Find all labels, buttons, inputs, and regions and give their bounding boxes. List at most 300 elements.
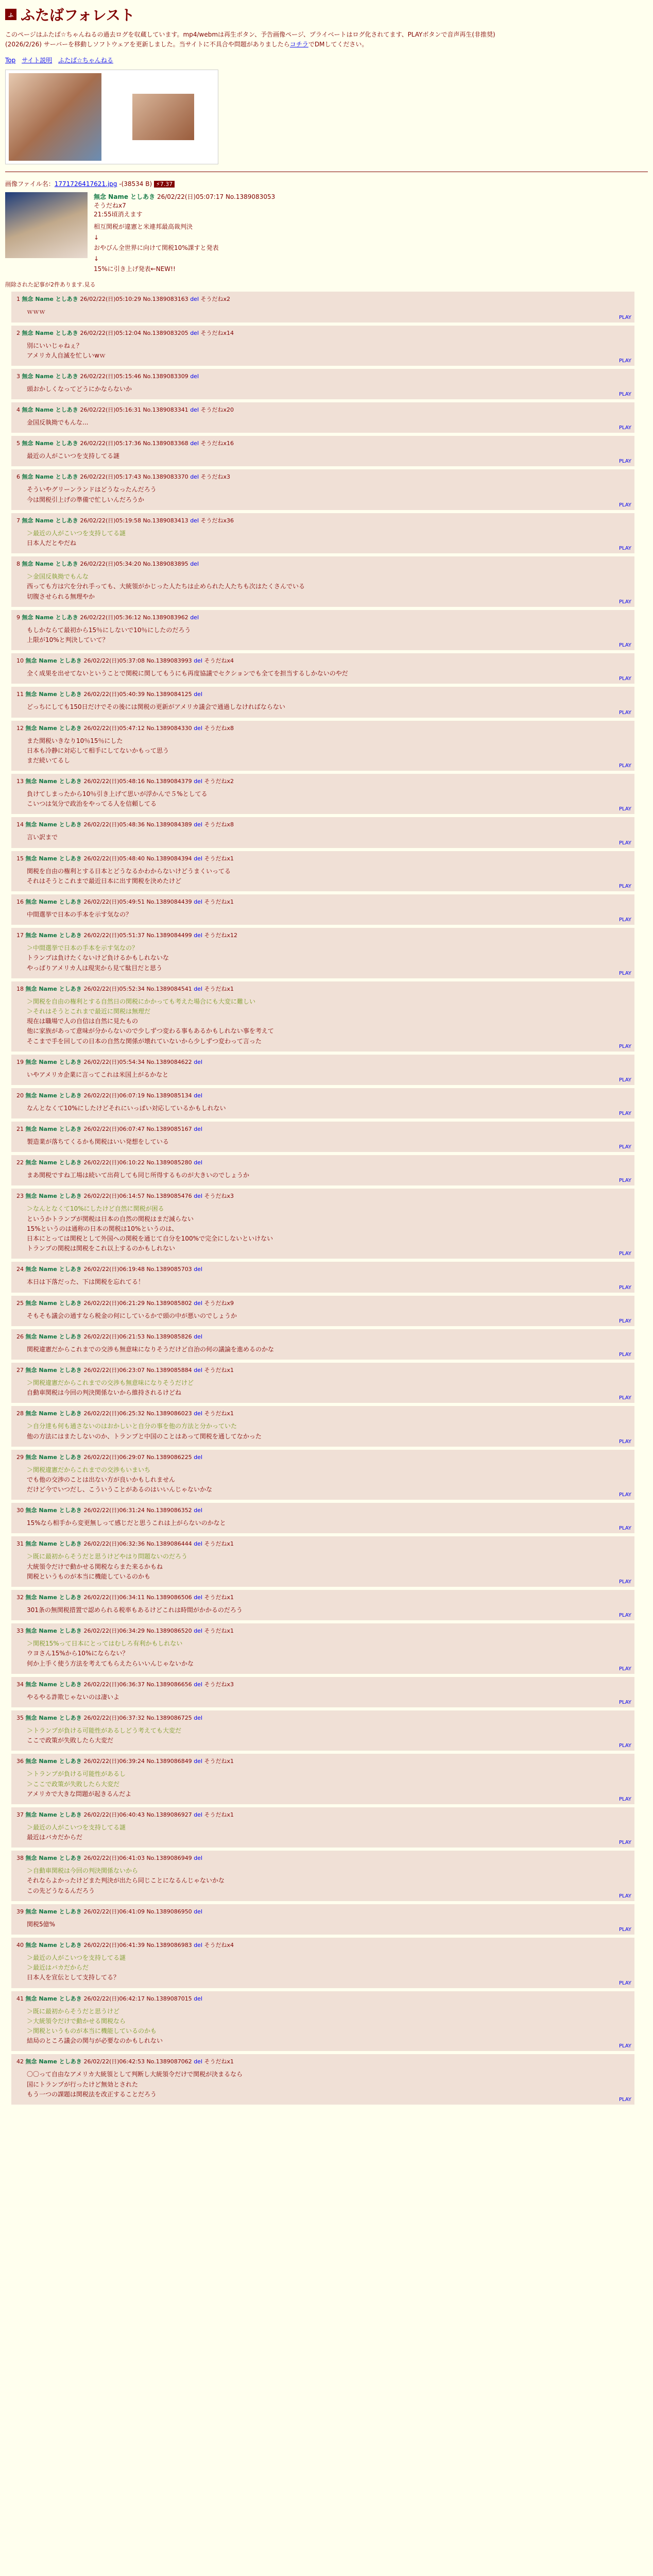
reply-no[interactable]: No.1389086849 (146, 1758, 194, 1765)
reply-no[interactable]: No.1389086023 (146, 1410, 194, 1417)
reply-no[interactable]: No.1389085280 (146, 1159, 194, 1166)
reply-body (27, 1137, 629, 1147)
reply-del[interactable]: del (190, 406, 201, 414)
reply-no[interactable]: No.1389083205 (143, 329, 191, 336)
reply-no[interactable]: No.1389084330 (146, 724, 194, 732)
play-button[interactable]: PLAY (618, 1526, 631, 1532)
reply-no[interactable]: No.1389084379 (146, 778, 194, 785)
reply-number: 11 (16, 691, 26, 698)
op-post (5, 179, 648, 274)
reply-list (5, 292, 648, 2105)
reply-post (11, 1904, 634, 1935)
reply-date: 26/02/22(日)05:47:12 (83, 724, 147, 732)
reply-name: 無念 Name としあき (22, 372, 80, 380)
reply-header (16, 1453, 629, 1461)
reply-date: 26/02/22(日)05:48:36 (83, 821, 147, 828)
reply-number: 41 (16, 1995, 26, 2002)
reply-no[interactable]: No.1389087062 (146, 2058, 194, 2065)
intro-text (5, 30, 648, 49)
reply-date: 26/02/22(日)06:07:47 (83, 1126, 147, 1133)
reply-date: 26/02/22(日)05:40:39 (83, 691, 147, 698)
reply-post (11, 1754, 634, 1804)
reply-name: 無念 Name としあき (22, 406, 80, 414)
site-logo-icon[interactable]: ふ (5, 9, 16, 20)
reply-post (11, 1363, 634, 1403)
reply-post (11, 774, 634, 814)
reply-sodane[interactable]: そうだねx12 (204, 932, 238, 939)
reply-no[interactable]: No.1389083993 (146, 657, 194, 665)
reply-sodane[interactable]: そうだねx2 (200, 296, 231, 303)
reply-line: 負けてしまったから10％引き上げて思いが浮かんで５%としてる (27, 790, 208, 798)
reply-header (16, 1366, 629, 1374)
reply-del[interactable]: del (194, 2058, 204, 2065)
reply-body (27, 867, 629, 886)
play-button[interactable]: PLAY (618, 1111, 631, 1117)
reply-name: 無念 Name としあき (25, 985, 84, 992)
reply-name: 無念 Name としあき (25, 1159, 84, 1166)
reply-name: 無念 Name としあき (22, 473, 80, 481)
reply-name: 無念 Name としあき (25, 1908, 84, 1915)
reply-del[interactable]: del (194, 724, 204, 732)
reply-body (27, 529, 629, 548)
reply-sodane[interactable]: そうだねx8 (204, 724, 234, 732)
op-file-info: 画像ファイル名：1771726417621.jpg -(38534 B) ⚡7.37 (5, 179, 648, 188)
reply-line: 関税というものが本当に機能しているのかも (27, 1572, 151, 1580)
reply-del[interactable]: del (194, 1507, 202, 1514)
reply-number: 27 (16, 1366, 26, 1374)
reply-sodane[interactable]: そうだねx1 (204, 1594, 234, 1601)
reply-del[interactable]: del (194, 1366, 204, 1374)
reply-post (11, 653, 634, 684)
play-button[interactable]: PLAY (618, 1579, 631, 1585)
nav-futaba-link[interactable]: ふたば☆ちゃんねる (58, 57, 113, 64)
play-button[interactable]: PLAY (618, 709, 631, 716)
reply-no[interactable]: No.1389084541 (146, 985, 194, 992)
op-file-link[interactable]: 1771726417621.jpg (54, 180, 117, 188)
reply-sodane[interactable]: そうだねx1 (204, 1628, 234, 1635)
reply-del[interactable]: del (194, 1453, 202, 1461)
reply-sodane[interactable]: そうだねx1 (204, 985, 234, 992)
reply-del[interactable]: del (194, 1126, 202, 1133)
reply-name: 無念 Name としあき (25, 691, 84, 698)
reply-sodane[interactable]: そうだねx36 (200, 517, 234, 524)
reply-number: 10 (16, 657, 26, 665)
reply-line: 最近はバカだからだ (27, 1834, 83, 1841)
reply-del[interactable]: del (194, 691, 202, 698)
ad-banner[interactable] (5, 70, 218, 164)
play-button[interactable]: PLAY (618, 1840, 631, 1846)
play-button[interactable]: PLAY (618, 358, 631, 364)
reply-number: 12 (16, 724, 26, 732)
reply-del[interactable]: del (194, 1410, 204, 1417)
reply-no[interactable]: No.1389084394 (146, 855, 194, 862)
reply-del[interactable]: del (194, 1942, 204, 1949)
reply-header (16, 516, 629, 524)
reply-no[interactable]: No.1389085802 (146, 1299, 194, 1307)
reply-post (11, 721, 634, 771)
contact-link[interactable]: コチラ (289, 41, 308, 48)
reply-date: 26/02/22(日)06:41:03 (83, 1855, 147, 1862)
play-button[interactable]: PLAY (618, 1438, 631, 1445)
reply-number: 15 (16, 855, 26, 862)
reply-no[interactable]: No.1389086352 (146, 1507, 194, 1514)
play-button[interactable]: PLAY (618, 502, 631, 508)
reply-number: 19 (16, 1058, 26, 1065)
reply-body (27, 384, 629, 394)
reply-no[interactable]: No.1389085476 (146, 1193, 194, 1200)
reply-del[interactable]: del (194, 1758, 204, 1765)
reply-line: 本日は下落だった、下は関税を忘れてる！ (27, 1278, 145, 1286)
reply-body (27, 625, 629, 645)
reply-post (11, 1807, 634, 1848)
reply-no[interactable]: No.1389086506 (146, 1594, 194, 1601)
reply-date: 26/02/22(日)05:51:37 (83, 932, 147, 939)
reply-date: 26/02/22(日)05:49:51 (83, 899, 147, 906)
reply-date: 26/02/22(日)06:34:11 (83, 1594, 147, 1601)
reply-date: 26/02/22(日)06:21:29 (83, 1299, 147, 1307)
reply-del[interactable]: del (190, 517, 201, 524)
reply-number: 4 (16, 406, 22, 414)
reply-sodane[interactable]: そうだねx1 (204, 1410, 234, 1417)
reply-line: もしかならて最初から15％にしないで10％にしたのだろう (27, 626, 191, 634)
play-button[interactable]: PLAY (618, 1284, 631, 1291)
reply-line: もう一つの課題は関税法を改正することだろう (27, 2090, 157, 2098)
reply-date: 26/02/22(日)06:19:48 (83, 1266, 147, 1273)
reply-line: そういやグリーンランドはどうなったんだろう (27, 486, 157, 494)
play-button[interactable]: PLAY (618, 1178, 631, 1184)
reply-no[interactable]: No.1389083341 (143, 406, 191, 414)
banner-image[interactable] (9, 73, 101, 161)
reply-del[interactable]: del (194, 1628, 204, 1635)
reply-del[interactable]: del (194, 778, 204, 785)
reply-header (16, 1409, 629, 1417)
reply-header (16, 1091, 629, 1099)
reply-date: 26/02/22(日)06:29:07 (83, 1453, 147, 1461)
reply-no[interactable]: No.1389086520 (146, 1628, 194, 1635)
reply-date: 26/02/22(日)05:36:12 (80, 614, 143, 621)
reply-del[interactable]: del (194, 1266, 202, 1273)
play-button[interactable]: PLAY (618, 1980, 631, 1986)
reply-sodane[interactable]: そうだねx1 (204, 899, 234, 906)
reply-no[interactable]: No.1389084499 (146, 932, 194, 939)
reply-del[interactable]: del (194, 1193, 204, 1200)
reply-sodane[interactable]: そうだねx4 (204, 1942, 234, 1949)
reply-del[interactable]: del (194, 1540, 204, 1548)
reply-number: 20 (16, 1092, 26, 1099)
reply-name: 無念 Name としあき (22, 329, 80, 336)
reply-line: そこまで手を回しての日本の自然な関係が壊れていないから少しずつ変わって言った (27, 1037, 262, 1045)
reply-line: 関税を自由の権利とする日本とどうなるかわからないけどうまくいってる (27, 867, 231, 875)
play-button[interactable]: PLAY (618, 2096, 631, 2103)
reply-sodane[interactable]: そうだねx4 (204, 657, 234, 665)
reply-del[interactable]: del (194, 1333, 202, 1340)
play-button[interactable]: PLAY (618, 917, 631, 923)
reply-sodane[interactable]: そうだねx1 (204, 1811, 234, 1818)
reply-no[interactable]: No.1389086950 (146, 1908, 194, 1915)
reply-no[interactable]: No.1389083413 (143, 517, 191, 524)
reply-sodane[interactable]: そうだねx1 (204, 1758, 234, 1765)
play-button[interactable]: PLAY (618, 546, 631, 552)
reply-del[interactable]: del (194, 932, 204, 939)
reply-no[interactable]: No.1389085826 (146, 1333, 194, 1340)
reply-line: 自動車関税は今回の判決関係ないから維持されるけどね (27, 1389, 182, 1397)
reply-name: 無念 Name としあき (25, 899, 84, 906)
play-button[interactable]: PLAY (618, 763, 631, 769)
reply-del[interactable]: del (194, 1058, 202, 1065)
reply-line: ＞中間選挙で日本の手本を示す気なの？ (27, 944, 139, 952)
reply-no[interactable]: No.1389083962 (143, 614, 191, 621)
reply-no[interactable]: No.1389085167 (146, 1126, 194, 1133)
play-button[interactable]: PLAY (618, 642, 631, 649)
reply-sodane[interactable]: そうだねx1 (204, 2058, 234, 2065)
reply-sodane[interactable]: そうだねx3 (204, 1681, 234, 1688)
play-button[interactable]: PLAY (618, 1492, 631, 1498)
play-button[interactable]: PLAY (618, 1699, 631, 1705)
play-button[interactable]: PLAY (618, 884, 631, 890)
reply-no[interactable]: No.1389085703 (146, 1266, 194, 1273)
reply-no[interactable]: No.1389083163 (143, 296, 191, 303)
reply-no[interactable]: No.1389083368 (143, 440, 191, 447)
play-button[interactable]: PLAY (618, 1144, 631, 1150)
reply-del[interactable]: del (190, 473, 201, 481)
reply-body (27, 1277, 629, 1287)
reply-no[interactable]: No.1389086725 (146, 1714, 194, 1721)
reply-del[interactable]: del (194, 855, 204, 862)
reply-no[interactable]: No.1389086444 (146, 1540, 194, 1548)
banner-image-small[interactable] (132, 94, 194, 140)
reply-del[interactable]: del (194, 657, 204, 665)
reply-line: ＞最近はバカだからだ (27, 1964, 89, 1972)
reply-no[interactable]: No.1389083895 (143, 561, 191, 568)
reply-no[interactable]: No.1389083370 (143, 473, 191, 481)
reply-line: ＞それはそうとこれまで最近に関税は無理だ (27, 1007, 151, 1015)
nav-top-link[interactable]: Top (5, 57, 16, 64)
reply-del[interactable]: del (194, 1594, 204, 1601)
reply-number: 5 (16, 440, 22, 447)
reply-post (11, 1536, 634, 1587)
nav-about-link[interactable]: サイト説明 (22, 57, 53, 64)
play-button[interactable]: PLAY (618, 676, 631, 682)
play-button[interactable]: PLAY (618, 1395, 631, 1401)
reply-sodane[interactable]: そうだねx8 (204, 821, 234, 828)
reply-no[interactable]: No.1389086983 (146, 1942, 194, 1949)
reply-sodane[interactable]: そうだねx16 (200, 440, 234, 447)
reply-name: 無念 Name としあき (25, 1942, 84, 1949)
reply-del[interactable]: del (194, 1908, 202, 1915)
reply-del[interactable]: del (194, 1855, 202, 1862)
reply-del[interactable]: del (194, 1299, 204, 1307)
reply-body (27, 1104, 629, 1113)
reply-del[interactable]: del (190, 296, 201, 303)
reply-body (27, 2070, 629, 2099)
op-badge: ⚡7.37 (154, 181, 175, 188)
reply-del[interactable]: del (194, 1681, 204, 1688)
reply-line: ＞既に最初からそうだと思うけどやはり問題ないのだろう (27, 1553, 188, 1561)
reply-sodane[interactable]: そうだねx1 (204, 1540, 234, 1548)
reply-line: 西っても方は穴を分れ手っても、大統領がかじった人たちは止められた人たちも次はたくさんでいる (27, 583, 305, 590)
reply-no[interactable]: No.1389086225 (146, 1453, 194, 1461)
play-button[interactable]: PLAY (618, 314, 631, 320)
reply-post (11, 292, 634, 322)
reply-line: 大統領令だけで動かせる関税ならまた来るかもね (27, 1563, 163, 1570)
reply-sodane[interactable]: そうだねx14 (200, 329, 234, 336)
reply-line: 言い訳まで (27, 834, 58, 841)
reply-line: いやアメリカ企業に言ってこれは米国上がるかなと (27, 1071, 169, 1078)
reply-del[interactable]: del (194, 1714, 202, 1721)
reply-name: 無念 Name としあき (25, 1193, 84, 1200)
play-button[interactable]: PLAY (618, 1613, 631, 1619)
reply-del[interactable]: del (190, 440, 201, 447)
reply-no[interactable]: No.1389086927 (146, 1811, 194, 1818)
reply-no[interactable]: No.1389086949 (146, 1855, 194, 1862)
reply-del[interactable]: del (190, 329, 201, 336)
reply-name: 無念 Name としあき (25, 821, 84, 828)
reply-post (11, 326, 634, 366)
play-button[interactable]: PLAY (618, 1927, 631, 1933)
reply-post (11, 1623, 634, 1674)
reply-name: 無念 Name としあき (25, 1058, 84, 1065)
play-button[interactable]: PLAY (618, 970, 631, 976)
reply-number: 8 (16, 561, 22, 568)
reply-body (27, 1639, 629, 1669)
reply-body (27, 485, 629, 504)
play-button[interactable]: PLAY (618, 806, 631, 812)
reply-number: 22 (16, 1159, 26, 1166)
reply-header (16, 690, 629, 698)
reply-date: 26/02/22(日)06:40:43 (83, 1811, 147, 1818)
reply-sodane[interactable]: そうだねx20 (200, 406, 234, 414)
reply-del[interactable]: del (190, 372, 199, 380)
reply-number: 35 (16, 1714, 26, 1721)
reply-del[interactable]: del (194, 821, 204, 828)
reply-line: 日本人だとやだね (27, 539, 77, 547)
reply-sodane[interactable]: そうだねx3 (204, 1193, 234, 1200)
reply-date: 26/02/22(日)05:17:43 (80, 473, 143, 481)
reply-del[interactable]: del (194, 1092, 202, 1099)
reply-date: 26/02/22(日)05:52:34 (83, 985, 147, 992)
reply-line: ＞ここで政策が失敗したら大変だ (27, 1780, 120, 1788)
reply-del[interactable]: del (194, 1995, 202, 2002)
reply-no[interactable]: No.1389083309 (143, 372, 191, 380)
op-thumbnail[interactable] (5, 192, 88, 258)
reply-line: そもそも議会の通すなら税金の何にしているかで頭の中が悪いのでしょうか (27, 1312, 237, 1319)
reply-line: トランプの関税は関税をこれ以上するのかもしれない (27, 1245, 176, 1252)
reply-no[interactable]: No.1389085884 (146, 1366, 194, 1374)
reply-no[interactable]: No.1389084389 (146, 821, 194, 828)
reply-sodane[interactable]: そうだねx1 (204, 1366, 234, 1374)
reply-header (16, 1626, 629, 1635)
reply-line: 最近の人がこいつを支持してる謎 (27, 452, 120, 460)
reply-del[interactable]: del (194, 1811, 204, 1818)
reply-no[interactable]: No.1389085134 (146, 1092, 194, 1099)
reply-line: ＞最近の人がこいつを支持してる謎 (27, 1954, 126, 1962)
reply-name: 無念 Name としあき (22, 440, 80, 447)
reply-line: 別にいいじゃねぇ？ (27, 342, 83, 349)
play-button[interactable]: PLAY (618, 1796, 631, 1802)
reply-date: 26/02/22(日)06:36:37 (83, 1681, 147, 1688)
reply-date: 26/02/22(日)06:42:17 (83, 1995, 147, 2002)
reply-header (16, 1125, 629, 1133)
reply-no[interactable]: No.1389087015 (146, 1995, 194, 2002)
reply-del[interactable]: del (190, 614, 199, 621)
reply-body (27, 1345, 629, 1354)
reply-del[interactable]: del (190, 561, 199, 568)
reply-header (16, 472, 629, 481)
play-button[interactable]: PLAY (618, 1043, 631, 1049)
reply-number: 21 (16, 1126, 26, 1133)
reply-line: また関税いきなり10％15％にした (27, 737, 123, 744)
reply-post (11, 1938, 634, 1988)
reply-post (11, 610, 634, 650)
play-button[interactable]: PLAY (618, 1318, 631, 1324)
reply-no[interactable]: No.1389084125 (146, 691, 194, 698)
play-button[interactable]: PLAY (618, 2043, 631, 2049)
reply-header (16, 777, 629, 785)
play-button[interactable]: PLAY (618, 1351, 631, 1358)
reply-post (11, 1450, 634, 1500)
reply-no[interactable]: No.1389086656 (146, 1681, 194, 1688)
reply-post (11, 1406, 634, 1446)
reply-name: 無念 Name としあき (25, 1366, 84, 1374)
reply-number: 34 (16, 1681, 26, 1688)
play-button[interactable]: PLAY (618, 459, 631, 465)
reply-del[interactable]: del (194, 1159, 202, 1166)
reply-line: ＞関税というものが本当に機能しているのかも (27, 2027, 157, 2035)
reply-line: 〇〇って自由なアメリカ大統領として判断し大統領令だけで関税が決まるなら (27, 2071, 243, 2078)
reply-body (27, 1769, 629, 1799)
play-button[interactable]: PLAY (618, 840, 631, 846)
reply-date: 26/02/22(日)05:37:08 (83, 657, 147, 665)
reply-del[interactable]: del (194, 985, 204, 992)
reply-body (27, 702, 629, 712)
nav-links (5, 56, 648, 64)
play-button[interactable]: PLAY (618, 1666, 631, 1672)
reply-number: 1 (16, 296, 22, 303)
reply-header (16, 439, 629, 447)
reply-sodane[interactable]: そうだねx1 (204, 855, 234, 862)
reply-line: 関税5億% (27, 1920, 56, 1928)
reply-header (16, 1593, 629, 1601)
reply-no[interactable]: No.1389084439 (146, 899, 194, 906)
reply-line: 金国反執拗でもんな... (27, 419, 89, 427)
op-sodane[interactable]: そうだねx7 (94, 202, 126, 210)
play-button[interactable]: PLAY (618, 425, 631, 431)
reply-date: 26/02/22(日)05:16:31 (80, 406, 143, 414)
reply-number: 23 (16, 1193, 26, 1200)
play-button[interactable]: PLAY (618, 599, 631, 605)
reply-header (16, 1994, 629, 2003)
play-button[interactable]: PLAY (618, 392, 631, 398)
reply-no[interactable]: No.1389084622 (146, 1058, 194, 1065)
reply-number: 30 (16, 1507, 26, 1514)
play-button[interactable]: PLAY (618, 1743, 631, 1749)
play-button[interactable]: PLAY (618, 1077, 631, 1083)
reply-line: ＞トランプが負ける可能性があるしどう考えても大変だ (27, 1726, 182, 1734)
reply-post (11, 469, 634, 510)
reply-body (27, 1953, 629, 1983)
reply-name: 無念 Name としあき (25, 1507, 84, 1514)
reply-sodane[interactable]: そうだねx3 (200, 473, 231, 481)
play-button[interactable]: PLAY (618, 1251, 631, 1257)
reply-del[interactable]: del (194, 899, 204, 906)
play-button[interactable]: PLAY (618, 1893, 631, 1899)
reply-sodane[interactable]: そうだねx9 (204, 1299, 234, 1307)
reply-date: 26/02/22(日)06:42:53 (83, 2058, 147, 2065)
reply-line: ＞大統領令だけで動かせる関税なら (27, 2017, 126, 2025)
reply-name: 無念 Name としあき (25, 1453, 84, 1461)
reply-sodane[interactable]: そうだねx2 (204, 778, 234, 785)
reply-number: 33 (16, 1628, 26, 1635)
